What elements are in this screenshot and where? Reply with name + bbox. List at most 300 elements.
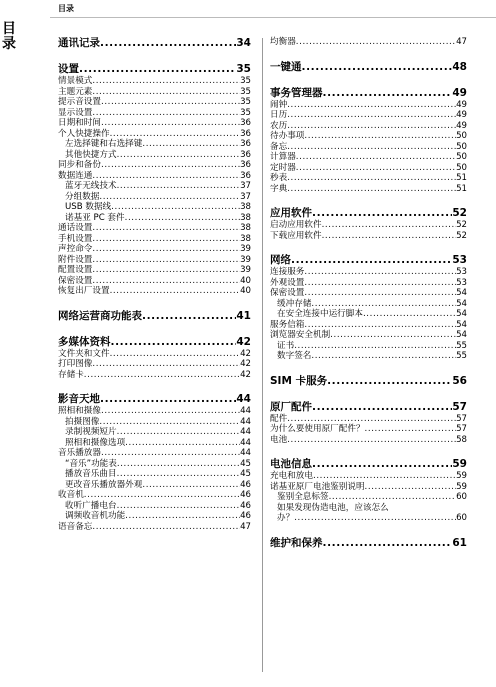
toc-page-number: 35 [240,76,251,86]
toc-entry[interactable] [58,490,251,501]
toc-page-number: 59 [456,481,467,492]
toc-entry-label: 录制视频短片 [65,427,117,437]
toc-leader-dots [117,501,240,512]
toc-entry[interactable] [58,97,251,108]
toc-entry[interactable] [270,152,467,163]
toc-page-number: 36 [240,118,251,128]
toc-entry[interactable] [58,438,251,449]
toc-entry[interactable] [58,118,251,129]
toc-entry-label: 电池 [270,434,288,445]
toc-entry-label: 办？ [277,513,295,523]
toc-entry[interactable] [58,370,251,381]
toc-entry[interactable] [58,448,251,459]
toc-leader-dots [92,223,240,234]
toc-entry-label: 诺基亚原厂电池鉴别说明 [270,481,365,492]
toc-page-number: 35 [240,97,251,107]
toc-page-number: 46 [240,479,251,490]
toc-entry-label: “音乐”功能表 [65,458,117,469]
toc-entry[interactable] [58,286,251,297]
toc-entry-label: 存储卡 [58,369,84,380]
toc-entry[interactable] [270,267,467,278]
toc-section-entry[interactable] [58,63,251,76]
toc-leader-dots [302,61,453,74]
toc-leader-dots [304,131,456,142]
toc-leader-dots [287,414,456,425]
toc-entry-label: 照相和摄像选项 [65,437,126,448]
toc-entry-label: 闹钟 [270,99,288,110]
toc-entry-label: 农历 [270,120,288,131]
toc-page-number: 61 [452,536,467,549]
toc-page-number: 52 [456,220,467,230]
toc-leader-dots [323,537,453,550]
toc-entry-label: 蓝牙无线技术 [65,181,117,191]
toc-entry[interactable] [58,427,251,438]
toc-page-number: 40 [240,275,251,286]
toc-entry-label: 语音备忘 [58,521,93,532]
toc-entry-label: 通话设置 [58,223,93,233]
toc-leader-dots [296,152,456,163]
toc-entry-label: 收音机 [58,490,84,500]
toc-leader-dots [125,511,240,522]
toc-page-number: 59 [456,471,467,481]
toc-entry-label: 定时器 [270,162,296,173]
column-divider [262,38,263,672]
toc-section-entry[interactable] [270,401,467,414]
toc-leader-dots [304,320,456,331]
toc-page-number: 45 [240,458,251,469]
toc-entry[interactable] [58,349,251,360]
toc-page-number: 39 [240,265,251,275]
toc-entry-label: 鉴别全息标签 [277,492,329,502]
toc-page-number: 36 [240,139,251,149]
toc-leader-dots [311,351,456,362]
toc-leader-dots [110,349,240,360]
toc-entry[interactable] [270,309,467,320]
toc-entry[interactable] [270,288,467,299]
toc-leader-dots [330,330,456,341]
toc-page-number: 42 [240,359,251,369]
toc-entry[interactable] [270,492,467,503]
toc-entry[interactable] [58,223,251,234]
toc-entry-label: 照相和摄像 [58,406,101,416]
toc-page-number: 36 [240,160,251,170]
toc-leader-dots [287,435,456,446]
toc-entry-label: 证书 [277,340,295,351]
toc-entry[interactable] [270,278,467,289]
toc-entry-label: 恢复出厂设置 [58,286,110,296]
toc-leader-dots [287,110,456,121]
toc-entry-label: 影音天地 [58,393,100,405]
toc-entry[interactable] [58,501,251,512]
toc-entry-label: 多媒体资料 [58,335,111,348]
toc-entry-label: 外观设置 [270,277,305,288]
toc-entry-label: 声控命令 [58,244,93,254]
toc-entry-label: 拍摄图像 [65,416,100,427]
toc-entry[interactable] [58,417,251,428]
toc-entry-label: USB 数据线 [65,202,112,212]
toc-leader-dots [323,87,453,100]
toc-leader-dots [100,37,236,50]
toc-entry[interactable] [270,220,467,231]
toc-page-number: 44 [240,416,251,427]
toc-leader-dots [111,336,237,349]
toc-leader-dots [110,286,240,297]
toc-page-number: 38 [240,212,251,223]
toc-leader-dots [287,100,456,111]
toc-entry-label: 设置 [58,63,79,75]
toc-page-number: 39 [240,254,251,265]
toc-entry-label: 更改音乐播放器外观 [65,479,143,490]
toc-entry-label: 同步和备份 [58,160,101,170]
toc-entry-label: 为什么要使用原厂配件？ [270,424,365,434]
toc-entry[interactable] [270,503,467,514]
toc-page-number: 44 [240,427,251,437]
toc-leader-dots [296,37,456,48]
toc-entry[interactable] [58,192,251,203]
toc-page-number: 35 [236,63,251,75]
toc-leader-dots [291,254,452,267]
toc-page-number: 50 [456,141,467,152]
toc-leader-dots [84,370,240,381]
toc-page-number: 44 [240,406,251,416]
toc-entry[interactable] [270,100,467,111]
toc-page-number: 42 [240,369,251,380]
toc-page-number: 54 [456,319,467,330]
toc-leader-dots [304,267,456,278]
toc-left-column [58,37,251,532]
toc-entry[interactable] [270,341,467,352]
toc-entry[interactable] [58,139,251,150]
toc-page-number: 59 [452,458,467,470]
toc-leader-dots [92,265,240,276]
toc-page-number: 36 [240,149,251,160]
toc-leader-dots [304,288,456,299]
toc-section-entry[interactable] [270,61,467,74]
toc-entry-label: 网络 [270,254,291,266]
toc-entry[interactable] [270,471,467,482]
toc-entry[interactable] [270,110,467,121]
toc-page-number: 54 [456,288,467,298]
toc-entry[interactable] [58,181,251,192]
toc-entry-label: 充电和放电 [270,471,313,481]
toc-section-entry[interactable] [270,254,467,267]
toc-page-number: 60 [456,513,467,523]
toc-leader-dots [92,359,240,370]
toc-page-number: 57 [452,400,467,413]
toc-leader-dots [294,513,456,524]
toc-page-number: 50 [456,131,467,141]
toc-entry-label: 手机设置 [58,233,93,244]
toc-leader-dots [287,142,456,153]
toc-entry-label: 调频收音机功能 [65,511,126,521]
toc-page-number: 38 [240,233,251,244]
toc-entry-label: 应用软件 [270,207,312,219]
toc-entry[interactable] [58,108,251,119]
toc-leader-dots [294,341,456,352]
toc-leader-dots [329,492,456,503]
toc-entry[interactable] [58,406,251,417]
toc-leader-dots [79,63,236,76]
toc-page-number: 57 [456,424,467,434]
toc-entry-label: 情景模式 [58,76,93,86]
toc-leader-dots [327,375,452,388]
toc-page-number: 36 [240,170,251,181]
toc-section-entry[interactable] [58,336,251,349]
toc-entry-label: 连接服务 [270,267,305,277]
toc-leader-dots [101,406,240,417]
toc-entry[interactable] [58,459,251,470]
toc-page-number: 34 [236,37,251,49]
toc-page-number: 46 [240,490,251,500]
toc-entry-label: 维护和保养 [270,536,323,549]
toc-leader-dots [296,163,456,174]
toc-entry-label: 其他快捷方式 [65,149,117,160]
toc-page-number: 56 [452,374,467,387]
toc-entry[interactable] [58,276,251,287]
toc-leader-dots [304,278,456,289]
toc-page-number: 55 [456,351,467,361]
toc-page-number: 42 [236,335,251,348]
toc-entry[interactable] [270,231,467,242]
toc-leader-dots [117,150,240,161]
toc-entry-label: 提示音设置 [58,97,101,107]
toc-entry[interactable] [58,480,251,491]
toc-entry-label: 配件 [270,413,288,424]
toc-page-number: 37 [240,191,251,202]
toc-entry[interactable] [270,37,467,48]
toc-leader-dots [92,522,240,533]
toc-page-number: 54 [456,298,467,309]
toc-entry[interactable] [270,173,467,184]
toc-page-number: 45 [240,469,251,479]
toc-page-number: 36 [240,128,251,139]
toc-leader-dots [322,231,456,242]
toc-leader-dots [142,310,236,323]
toc-entry[interactable] [270,299,467,310]
toc-leader-dots [110,129,240,140]
toc-leader-dots [312,401,452,414]
toc-leader-dots [92,108,240,119]
toc-leader-dots [287,184,456,195]
toc-entry[interactable] [270,121,467,132]
toc-leader-dots [99,417,240,428]
toc-page-number: 35 [240,86,251,97]
toc-entry-label: 网络运营商功能表 [58,309,142,322]
toc-page-number: 50 [456,162,467,173]
toc-page-number: 41 [236,309,251,322]
toc-entry-label: 诺基亚 PC 套件 [65,212,125,223]
toc-entry[interactable] [270,320,467,331]
toc-entry[interactable] [58,522,251,533]
toc-entry-label: 收听广播电台 [65,500,117,511]
toc-page-number: 37 [240,181,251,191]
toc-entry[interactable] [270,163,467,174]
toc-page-number: 49 [456,99,467,110]
toc-page-number: 52 [456,230,467,241]
toc-entry-label: 数字签名 [277,351,312,361]
toc-entry-label: 日历 [270,110,288,120]
toc-section-entry[interactable] [270,375,467,388]
toc-entry-label: 个人快捷操作 [58,128,110,139]
toc-entry-label: 下载应用软件 [270,230,322,241]
toc-page-number: 53 [456,267,467,277]
toc-entry[interactable] [270,414,467,425]
toc-page-number: 51 [456,183,467,194]
toc-entry[interactable] [270,330,467,341]
toc-entry-label: 待办事项 [270,131,305,141]
toc-page-number: 47 [240,521,251,532]
toc-page-number: 39 [240,244,251,254]
toc-leader-dots [101,448,240,459]
toc-section-entry[interactable] [58,37,251,50]
toc-entry-label: 服务信箱 [270,319,305,330]
toc-entry-label: 原厂配件 [270,400,312,413]
toc-entry-label: 电池信息 [270,458,312,470]
toc-page-number: 49 [456,110,467,120]
toc-section-entry[interactable] [58,393,251,406]
toc-leader-dots [125,438,240,449]
toc-page-number: 58 [456,434,467,445]
toc-page-number: 44 [236,393,251,405]
toc-entry[interactable] [58,87,251,98]
toc-leader-dots [117,459,240,470]
toc-entry[interactable] [58,160,251,171]
toc-entry-label: 显示设置 [58,107,93,118]
toc-page-number: 57 [456,413,467,424]
toc-leader-dots [92,76,240,87]
header-rule [50,17,496,18]
toc-entry[interactable] [270,142,467,153]
toc-leader-dots [365,424,457,435]
toc-page-number: 54 [456,309,467,319]
toc-leader-dots [92,234,240,245]
toc-entry-label: 日期和时间 [58,118,101,128]
toc-right-column [270,37,467,550]
toc-page-number: 38 [240,223,251,233]
toc-leader-dots [100,393,236,406]
toc-leader-dots [92,244,240,255]
toc-page-number: 53 [456,277,467,288]
toc-entry-label: 一键通 [270,60,302,73]
toc-entry-label: 如果发现伪造电池，应该怎么 [277,502,389,513]
toc-leader-dots [312,458,452,471]
toc-entry-label: 数据连通 [58,170,93,181]
section-tab-title: 目录 [2,21,16,52]
toc-entry-label: 播放音乐曲目 [65,469,117,479]
toc-section-entry[interactable] [58,310,251,323]
toc-page-number: 52 [452,207,467,219]
toc-section-entry[interactable] [270,207,467,220]
toc-entry[interactable] [58,265,251,276]
toc-entry[interactable] [58,511,251,522]
toc-entry[interactable] [270,482,467,493]
toc-entry[interactable] [58,150,251,161]
toc-leader-dots [117,181,240,192]
toc-entry-label: 保密设置 [58,275,93,286]
toc-entry-label: 事务管理器 [270,86,323,99]
toc-section-entry[interactable] [270,458,467,471]
toc-entry-label: 启动应用软件 [270,220,322,230]
toc-leader-dots [92,255,240,266]
running-header: 目录 [58,4,74,13]
toc-entry[interactable] [58,129,251,140]
toc-entry[interactable] [270,513,467,524]
toc-entry-label: 附件设置 [58,254,93,265]
toc-page-number: 48 [452,60,467,73]
toc-leader-dots [117,427,240,438]
toc-entry-label: 文件夹和文件 [58,348,110,359]
toc-entry[interactable] [58,469,251,480]
toc-page-number: 44 [240,448,251,458]
toc-entry-label: 左选择键和右选择键 [65,139,143,149]
toc-entry-label: SIM 卡服务 [270,374,328,387]
toc-entry-label: 配置设置 [58,265,93,275]
toc-leader-dots [92,87,240,98]
toc-leader-dots [312,207,452,220]
toc-entry-label: 保密设置 [270,288,305,298]
toc-entry[interactable] [270,131,467,142]
toc-page-number: 54 [456,330,467,340]
toc-entry-label: 缓冲存储 [277,298,312,309]
toc-page-number: 47 [456,37,467,47]
toc-entry[interactable] [58,234,251,245]
toc-page-number: 49 [452,86,467,99]
toc-entry-label: 通讯记录 [58,37,100,49]
toc-entry[interactable] [270,435,467,446]
toc-leader-dots [322,220,456,231]
toc-page-number: 49 [456,120,467,131]
toc-leader-dots [111,202,240,213]
toc-entry[interactable] [270,351,467,362]
toc-page-number: 50 [456,152,467,162]
toc-entry[interactable] [270,424,467,435]
toc-leader-dots [99,192,240,203]
toc-leader-dots [313,471,456,482]
toc-leader-dots [84,490,240,501]
toc-entry[interactable] [58,202,251,213]
toc-leader-dots [117,469,240,480]
toc-entry[interactable] [58,359,251,370]
toc-leader-dots [101,160,240,171]
toc-entry[interactable] [58,76,251,87]
toc-page-number: 53 [452,254,467,266]
toc-leader-dots [142,139,240,150]
toc-entry[interactable] [58,171,251,182]
toc-leader-dots [363,309,456,320]
toc-entry[interactable] [270,184,467,195]
toc-page-number: 55 [456,340,467,351]
toc-entry-label: 浏览器安全机制 [270,330,331,340]
toc-page-number: 60 [456,492,467,502]
toc-leader-dots [287,173,456,184]
toc-entry-label: 秒表 [270,173,288,183]
toc-entry-label: 打印图像 [58,359,93,369]
toc-leader-dots [92,171,240,182]
toc-leader-dots [142,480,240,491]
toc-entry[interactable] [58,244,251,255]
toc-entry-label: 主题元素 [58,86,93,97]
toc-leader-dots [365,482,457,493]
toc-page-number: 38 [240,202,251,212]
toc-entry[interactable] [58,255,251,266]
toc-leader-dots [287,121,456,132]
toc-section-entry[interactable] [270,87,467,100]
toc-entry[interactable] [58,213,251,224]
toc-page-number: 35 [240,107,251,118]
toc-section-entry[interactable] [270,537,467,550]
toc-page-number: 44 [240,437,251,448]
toc-page-number: 40 [240,286,251,296]
